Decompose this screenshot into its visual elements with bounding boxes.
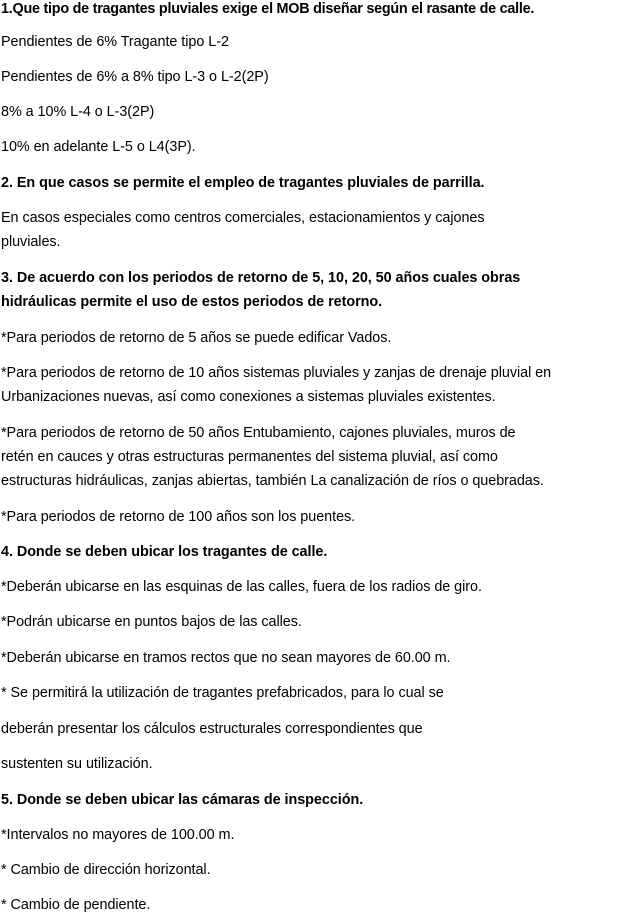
question-5-heading: 5. Donde se deben ubicar las cámaras de inspección.	[1, 792, 364, 808]
answer-line: *Deberán ubicarse en tramos rectos que no sean mayores de 60.00 m.	[1, 650, 451, 666]
question-4-heading: 4. Donde se deben ubicar los tragantes de calle.	[1, 544, 328, 560]
question-1-heading: 1.Que tipo de tragantes pluviales exige el MOB diseñar según el rasante de calle.	[1, 1, 535, 17]
answer-line: deberán presentar los cálculos estructurales correspondientes que	[1, 721, 423, 737]
answer-line: * Cambio de pendiente.	[1, 897, 151, 913]
question-2-heading: 2. En que casos se permite el empleo de tragantes pluviales de parrilla.	[1, 175, 485, 191]
answer-line: *Para periodos de retorno de 100 años son los puentes.	[1, 509, 356, 525]
answer-line: pluviales.	[1, 234, 61, 250]
answer-line: Pendientes de 6% Tragante tipo L-2	[1, 34, 229, 50]
answer-line: *Intervalos no mayores de 100.00 m.	[1, 827, 235, 843]
answer-line: *Podrán ubicarse en puntos bajos de las calles.	[1, 614, 302, 630]
answer-line: sustenten su utilización.	[1, 756, 153, 772]
answer-line: 10% en adelante L-5 o L4(3P).	[1, 139, 196, 155]
answer-line: *Para periodos de retorno de 10 años sistemas pluviales y zanjas de drenaje pluvial en	[1, 365, 552, 381]
answer-line: retén en cauces y otras estructuras permanentes del sistema pluvial, así como	[1, 449, 498, 465]
answer-line: *Para periodos de retorno de 50 años Entubamiento, cajones pluviales, muros de	[1, 425, 516, 441]
question-3-heading: 3. De acuerdo con los periodos de retorno de 5, 10, 20, 50 años cuales obras	[1, 270, 521, 286]
answer-line: En casos especiales como centros comerciales, estacionamientos y cajones	[1, 210, 485, 226]
answer-line: Pendientes de 6% a 8% tipo L-3 o L-2(2P)	[1, 69, 269, 85]
answer-line: *Deberán ubicarse en las esquinas de las calles, fuera de los radios de giro.	[1, 579, 482, 595]
answer-line: * Se permitirá la utilización de tragantes prefabricados, para lo cual se	[1, 685, 444, 701]
answer-line: *Para periodos de retorno de 5 años se puede edificar Vados.	[1, 330, 392, 346]
question-3-heading-continued: hidráulicas permite el uso de estos periodos de retorno.	[1, 294, 383, 310]
answer-line: Urbanizaciones nuevas, así como conexiones a sistemas pluviales existentes.	[1, 389, 496, 405]
answer-line: * Cambio de dirección horizontal.	[1, 862, 211, 878]
answer-line: estructuras hidráulicas, zanjas abiertas, también La canalización de ríos o quebradas.	[1, 473, 544, 489]
answer-line: 8% a 10% L-4 o L-3(2P)	[1, 104, 155, 120]
